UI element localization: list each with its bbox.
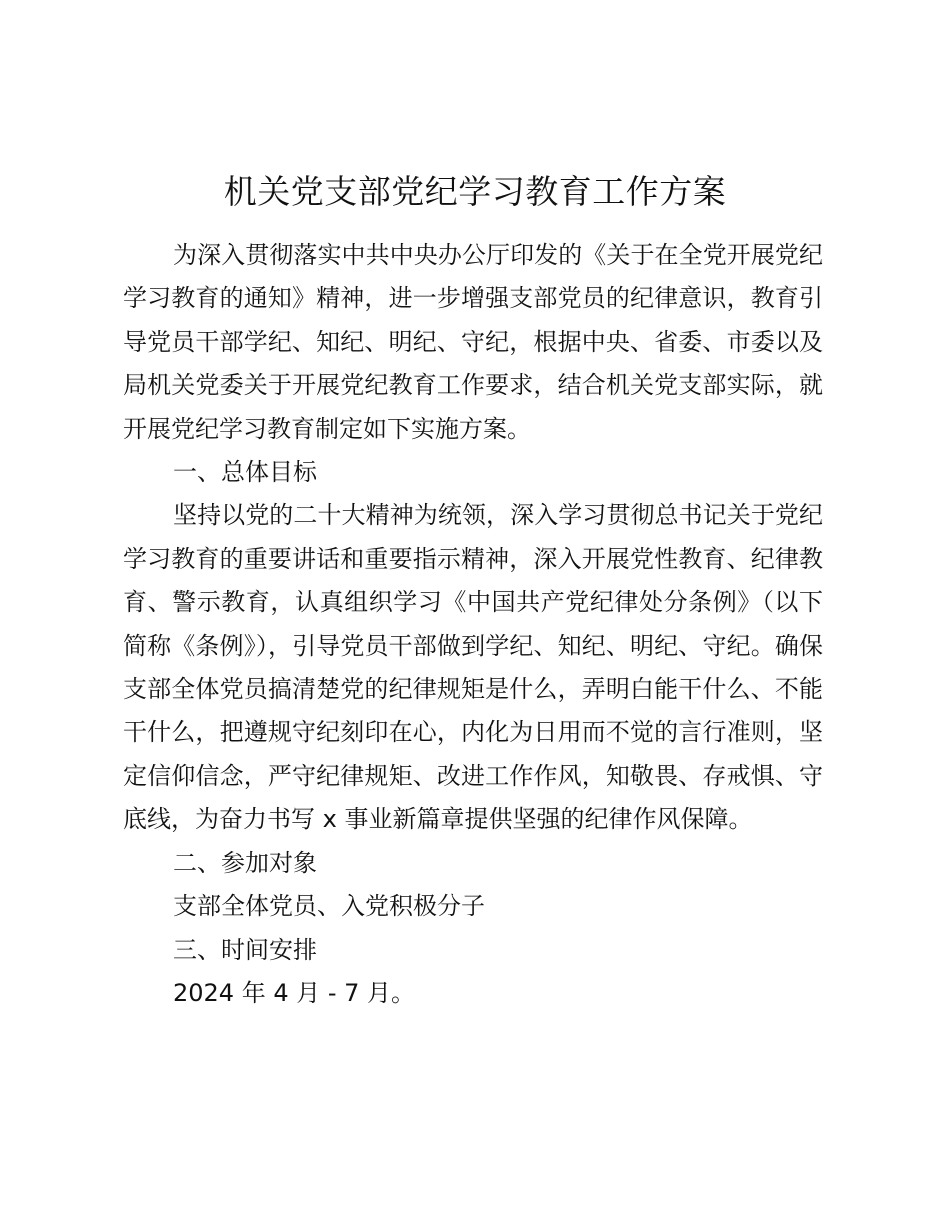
document-title: 机关党支部党纪学习教育工作方案 bbox=[223, 172, 727, 211]
section-heading-schedule: 三、时间安排 bbox=[173, 935, 317, 964]
schedule-paragraph: 2024 年 4 月 - 7 月。 bbox=[173, 978, 416, 1007]
participants-paragraph: 支部全体党员、入党积极分子 bbox=[173, 892, 485, 921]
document-body bbox=[123, 234, 823, 1015]
overall-goal-paragraph: 坚持以党的二十大精神为统领，深入学习贯彻总书记关于党纪学习教育的重要讲话和重要指示精神，深入开展党性教育、纪律教育、警示教育，认真组织学习《中国共产党纪律处分条例》（以下简称《条例》），引导党员干部做到学纪、知纪、明纪、守纪。确保支部全体党员搞清楚党的纪律规矩是什么，弄明白能干什么、不能干什么，把遵规守纪刻印在心，内化为日用而不觉的言行准则，坚定信仰信念，严守纪律规矩、改进工作作风，知敬畏、存戒惧、守底线，为奋力书写 x 事业新篇章提供坚强的纪律作风保障。 bbox=[123, 501, 823, 834]
section-heading-overall-goal: 一、总体目标 bbox=[173, 458, 317, 487]
intro-paragraph: 为深入贯彻落实中共中央办公厅印发的《关于在全党开展党纪学习教育的通知》精神，进一步增强支部党员的纪律意识，教育引导党员干部学纪、知纪、明纪、守纪，根据中央、省委、市委以及局机关党委关于开展党纪教育工作要求，结合机关党支部实际，就开展党纪学习教育制定如下实施方案。 bbox=[123, 241, 823, 443]
section-heading-participants: 二、参加对象 bbox=[173, 848, 317, 877]
